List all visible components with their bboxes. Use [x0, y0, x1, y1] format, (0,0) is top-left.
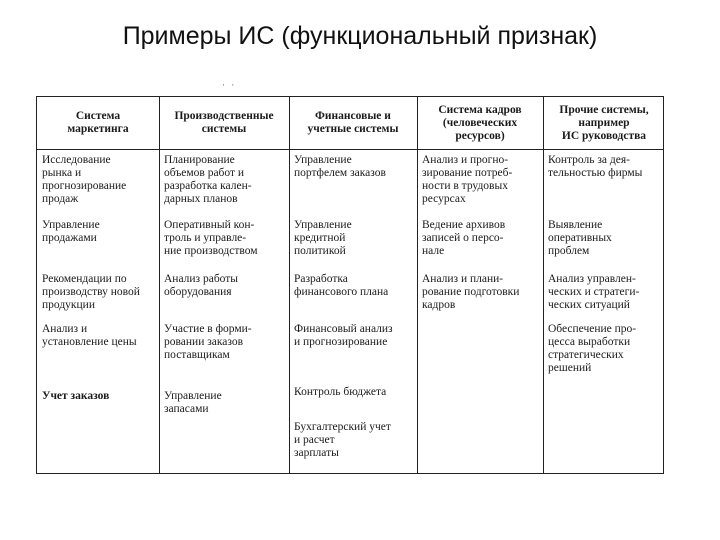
production-cell: Анализ работы оборудования	[164, 273, 239, 298]
hr-cell: Анализ и прогно- зирование потреб- ности в трудовых ресурсах	[422, 154, 513, 205]
marketing-cell: Учет заказов	[42, 390, 110, 402]
finance-cell: Управление кредитной политикой	[294, 219, 352, 257]
header-hr: Система кадров (человеческих ресурсов)	[438, 103, 522, 142]
marketing-cell: Анализ и установление цены	[42, 323, 137, 348]
production-cell: Планирование объемов работ и разработка кален- дарных планов	[164, 154, 252, 205]
finance-cell: Разработка финансового плана	[294, 273, 389, 298]
hr-cell: Анализ и плани- рование подготовки кадров	[422, 273, 520, 311]
finance-cell: Управление портфелем заказов	[294, 154, 386, 179]
finance-cell: Контроль бюджета	[294, 386, 387, 398]
functional-is-table	[36, 96, 664, 474]
finance-cell: Финансовый анализ и прогнозирование	[294, 323, 393, 348]
scan-marks: · ·	[222, 80, 237, 90]
finance-cell: Бухгалтерский учет и расчет зарплаты	[294, 421, 391, 459]
header-other: Прочие системы, например ИС руководства	[559, 103, 649, 142]
other-cell: Анализ управлен- ческих и стратеги- ческих ситуаций	[548, 273, 640, 311]
marketing-cell: Управление продажами	[42, 219, 100, 244]
marketing-cell: Рекомендации по производству новой продукции	[42, 273, 140, 311]
marketing-cell: Исследование рынка и прогнозирование продаж	[42, 154, 127, 205]
header-finance: Финансовые и учетные системы	[307, 110, 399, 135]
header-divider	[37, 149, 663, 150]
header-marketing: Система маркетинга	[67, 110, 129, 135]
other-cell: Обеспечение про- цесса выработки стратегических решений	[548, 323, 637, 374]
production-cell: Управление запасами	[164, 390, 222, 415]
other-cell: Контроль за дея- тельностью фирмы	[548, 154, 643, 179]
production-cell: Участие в форми- ровании заказов поставщикам	[164, 323, 252, 361]
other-cell: Выявление оперативных проблем	[548, 219, 612, 257]
page-title: Примеры ИС (функциональный признак)	[122, 22, 598, 50]
hr-cell: Ведение архивов записей о персо- нале	[422, 219, 506, 257]
header-production: Производственные системы	[174, 110, 274, 135]
production-cell: Оперативный кон- троль и управле- ние производством	[164, 219, 258, 257]
